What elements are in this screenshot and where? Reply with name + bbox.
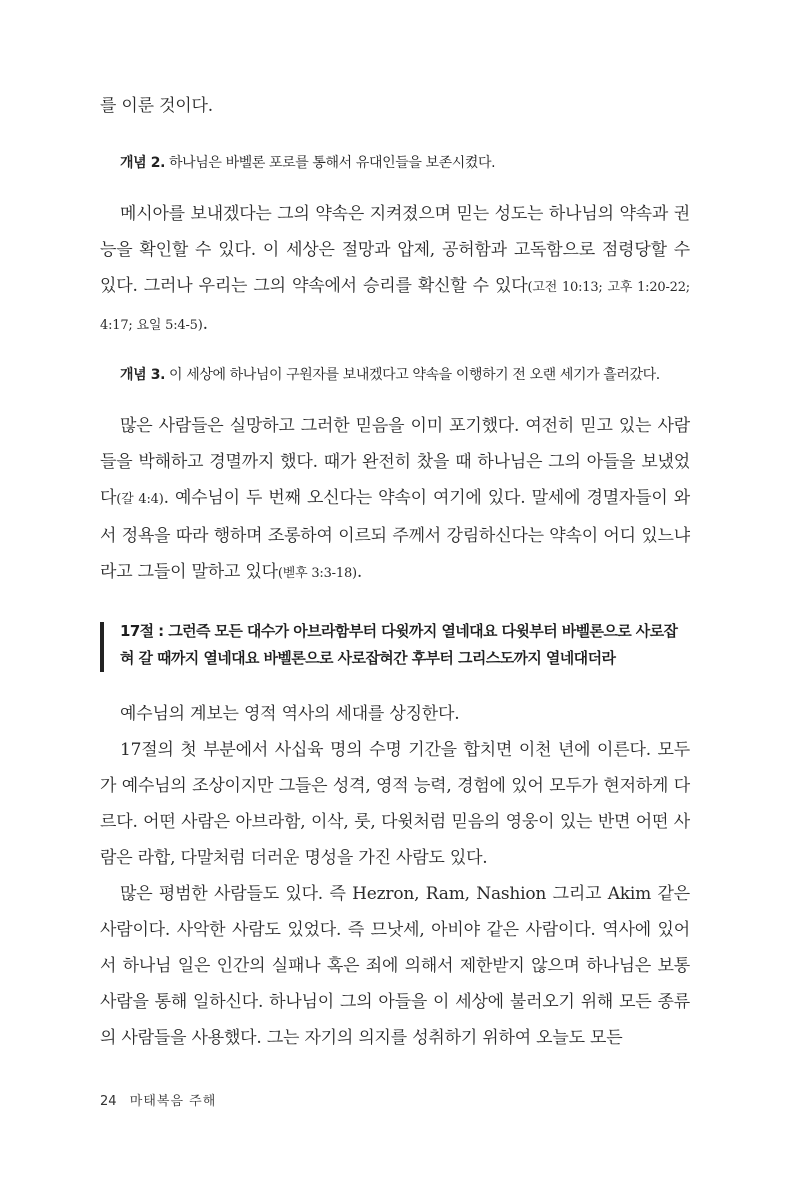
concept-label: 개념 3.	[120, 367, 165, 383]
verse-text: 17절 : 그런즉 모든 대수가 아브라함부터 다윗까지 열네대요 다윗부터 바벨론으로 사로잡혀 갈 때까지 열네대요 바벨론으로 사로잡혀간 후부터 그리스도까지 열네대더라	[120, 622, 678, 667]
paragraph-1	[100, 196, 690, 344]
page-number: 24	[100, 1094, 117, 1109]
paragraph-continuation	[100, 88, 690, 124]
paragraph-text: 17절의 첫 부분에서 사십육 명의 수명 기간을 합치면 이천 년에 이른다. 모두가 예수님의 조상이지만 그들은 성격, 영적 능력, 경험에 있어 모두가 현저하게 다르다. 어떤 사람은 아브라함, 이삭, 룻, 다윗처럼 믿음의 영웅이 있는 반면 어떤 사람은 라합, 다말처럼 더러운 명성을 가진 사람도 있다.	[100, 740, 690, 868]
concept-text: 이 세상에 하나님이 구원자를 보내겠다고 약속을 이행하기 전 오랜 세기가 흘러갔다.	[164, 367, 660, 383]
concept-label: 개념 2.	[120, 155, 165, 171]
paragraph-5	[100, 876, 690, 1056]
paragraph-end: .	[202, 314, 208, 334]
paragraph-text: 많은 평범한 사람들도 있다. 즉 Hezron, Ram, Nashion 그리고 Akim 같은 사람이다. 사악한 사람도 있었다. 즉 므낫세, 아비야 같은 사람이다. 역사에 있어서 하나님 일은 인간의 실패나 혹은 죄에 의해서 제한받지 않으며 하나님은 보통 사람을 통해 일하신다. 하나님이 그의 아들을 이 세상에 불러오기 위해 모든 종류의 사람들을 사용했다. 그는 자기의 의지를 성취하기 위하여 오늘도 모든	[100, 884, 690, 1048]
paragraph-text: 메시아를 보내겠다는 그의 약속은 지켜졌으며 믿는 성도는 하나님의 약속과 권능을 확인할 수 있다. 이 세상은 절망과 압제, 공허함과 고독함으로 점령당할 수 있다. 그러나 우리는 그의 약속에서 승리를 확신할 수 있다	[100, 204, 690, 296]
paragraph-2	[100, 408, 690, 592]
verse-17-block	[100, 618, 690, 672]
paragraph-4	[100, 732, 690, 876]
concept-3	[100, 364, 690, 386]
paragraph-text: 예수님의 계보는 영적 역사의 세대를 상징한다.	[120, 704, 460, 724]
verse-bar	[100, 622, 104, 672]
paragraph-text: 많은 사람들은 실망하고 그러한 믿음을 이미 포기했다. 여전히 믿고 있는 사람들을 박해하고 경멸까지 했다. 때가 완전히 찼을 때 하나님은 그의 아들을 보냈었다	[100, 416, 690, 508]
concept-text: 하나님은 바벨론 포로를 통해서 유대인들을 보존시켰다.	[164, 155, 496, 171]
page-content	[100, 88, 690, 1056]
page-footer	[100, 1090, 216, 1109]
scripture-reference: (갈 4:4)	[116, 492, 164, 507]
scripture-reference: (고전 10:13; 고후 1:20-22; 4:17; 요일 5:4-5)	[100, 280, 690, 333]
concept-2	[100, 152, 690, 174]
paragraph-end: .	[356, 562, 363, 582]
book-title: 마태복음 주해	[129, 1094, 217, 1109]
paragraph-text: 를 이룬 것이다.	[100, 96, 213, 116]
paragraph-3	[100, 696, 690, 732]
paragraph-text: . 예수님이 두 번째 오신다는 약속이 여기에 있다. 말세에 경멸자들이 와서 정욕을 따라 행하며 조롱하여 이르되 주께서 강림하신다는 약속이 어디 있느냐 라고 그들이 말하고 있다	[100, 488, 690, 582]
scripture-reference: (벧후 3:3-18)	[277, 566, 357, 581]
